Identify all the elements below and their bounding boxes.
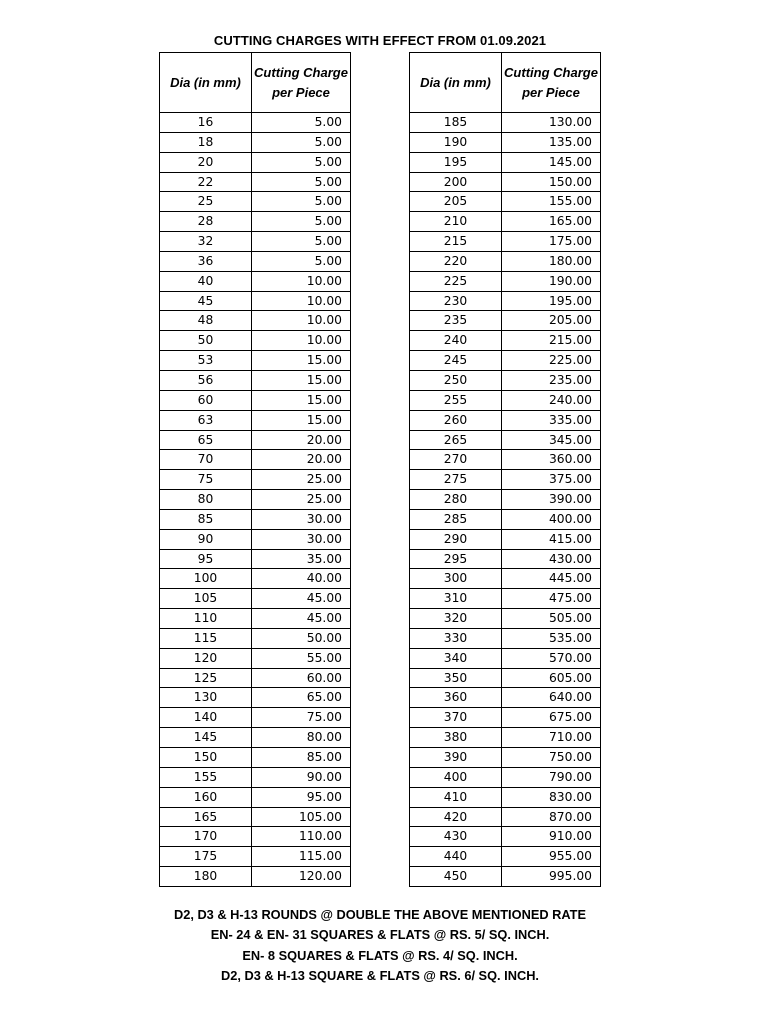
dia-cell: 170 (160, 827, 252, 847)
charge-cell: 15.00 (252, 410, 351, 430)
dia-cell: 310 (410, 589, 502, 609)
charge-cell: 120.00 (252, 867, 351, 887)
charge-cell: 475.00 (502, 589, 601, 609)
dia-cell: 450 (410, 867, 502, 887)
charge-cell: 115.00 (252, 847, 351, 867)
dia-cell: 90 (160, 529, 252, 549)
table-row (160, 807, 351, 827)
table-row (410, 767, 601, 787)
table-row (160, 390, 351, 410)
table-row (410, 827, 601, 847)
dia-cell: 200 (410, 172, 502, 192)
dia-cell: 225 (410, 271, 502, 291)
table-row (160, 589, 351, 609)
dia-cell: 400 (410, 767, 502, 787)
charge-cell: 5.00 (252, 152, 351, 172)
dia-cell: 28 (160, 212, 252, 232)
table-row (160, 509, 351, 529)
table-row (410, 271, 601, 291)
table-row (160, 113, 351, 133)
table-row (160, 490, 351, 510)
dia-cell: 420 (410, 807, 502, 827)
table-row (160, 232, 351, 252)
table-row (410, 668, 601, 688)
charge-cell: 710.00 (502, 728, 601, 748)
dia-cell: 40 (160, 271, 252, 291)
charge-cell: 215.00 (502, 331, 601, 351)
dia-cell: 280 (410, 490, 502, 510)
charge-cell: 790.00 (502, 767, 601, 787)
charge-cell: 50.00 (252, 628, 351, 648)
charge-cell: 400.00 (502, 509, 601, 529)
dia-cell: 50 (160, 331, 252, 351)
table-row (410, 609, 601, 629)
dia-cell: 250 (410, 370, 502, 390)
charge-cell: 30.00 (252, 509, 351, 529)
charge-cell: 175.00 (502, 232, 601, 252)
table-row (410, 172, 601, 192)
dia-cell: 220 (410, 251, 502, 271)
table-row (410, 490, 601, 510)
dia-cell: 22 (160, 172, 252, 192)
dia-cell: 380 (410, 728, 502, 748)
dia-cell: 25 (160, 192, 252, 212)
dia-cell: 155 (160, 767, 252, 787)
charge-cell: 430.00 (502, 549, 601, 569)
header-cutting-charge: Cutting Charge per Piece (252, 53, 351, 113)
dia-cell: 60 (160, 390, 252, 410)
charge-cell: 155.00 (502, 192, 601, 212)
table-row (160, 331, 351, 351)
table-row (160, 351, 351, 371)
note-line: EN- 24 & EN- 31 SQUARES & FLATS @ RS. 5/ SQ. INCH. (210, 927, 550, 943)
page-title: CUTTING CHARGES WITH EFFECT FROM 01.09.2021 (213, 33, 547, 48)
table-row (160, 132, 351, 152)
dia-cell: 140 (160, 708, 252, 728)
table-row (410, 867, 601, 887)
dia-cell: 48 (160, 311, 252, 331)
cutting-charges-table-right (409, 52, 601, 887)
dia-cell: 430 (410, 827, 502, 847)
table-header-row (160, 53, 351, 113)
table-row (160, 668, 351, 688)
table-row (160, 370, 351, 390)
charge-cell: 80.00 (252, 728, 351, 748)
charge-cell: 15.00 (252, 351, 351, 371)
dia-cell: 45 (160, 291, 252, 311)
charge-cell: 20.00 (252, 450, 351, 470)
dia-cell: 95 (160, 549, 252, 569)
charge-cell: 35.00 (252, 549, 351, 569)
table-row (410, 688, 601, 708)
table-row (410, 787, 601, 807)
table-row (160, 291, 351, 311)
dia-cell: 265 (410, 430, 502, 450)
charge-cell: 15.00 (252, 370, 351, 390)
dia-cell: 53 (160, 351, 252, 371)
dia-cell: 350 (410, 668, 502, 688)
dia-cell: 390 (410, 748, 502, 768)
charge-cell: 240.00 (502, 390, 601, 410)
charge-cell: 90.00 (252, 767, 351, 787)
dia-cell: 63 (160, 410, 252, 430)
charge-cell: 345.00 (502, 430, 601, 450)
dia-cell: 320 (410, 609, 502, 629)
charge-cell: 105.00 (252, 807, 351, 827)
dia-cell: 80 (160, 490, 252, 510)
charge-cell: 25.00 (252, 470, 351, 490)
table-row (160, 688, 351, 708)
table-row (410, 728, 601, 748)
header-cutting-charge: Cutting Charge per Piece (502, 53, 601, 113)
charge-cell: 5.00 (252, 212, 351, 232)
dia-cell: 145 (160, 728, 252, 748)
dia-cell: 235 (410, 311, 502, 331)
table-row (410, 430, 601, 450)
charge-cell: 130.00 (502, 113, 601, 133)
dia-cell: 330 (410, 628, 502, 648)
charge-cell: 40.00 (252, 569, 351, 589)
table-row (410, 251, 601, 271)
dia-cell: 360 (410, 688, 502, 708)
charge-cell: 5.00 (252, 172, 351, 192)
dia-cell: 270 (410, 450, 502, 470)
charge-cell: 5.00 (252, 192, 351, 212)
charge-cell: 30.00 (252, 529, 351, 549)
charge-cell: 445.00 (502, 569, 601, 589)
dia-cell: 410 (410, 787, 502, 807)
dia-cell: 240 (410, 331, 502, 351)
charge-cell: 45.00 (252, 609, 351, 629)
dia-cell: 260 (410, 410, 502, 430)
dia-cell: 165 (160, 807, 252, 827)
table-row (160, 569, 351, 589)
table-row (160, 847, 351, 867)
charge-cell: 375.00 (502, 470, 601, 490)
table-row (410, 291, 601, 311)
dia-cell: 120 (160, 648, 252, 668)
dia-cell: 125 (160, 668, 252, 688)
dia-cell: 70 (160, 450, 252, 470)
charge-cell: 145.00 (502, 152, 601, 172)
dia-cell: 56 (160, 370, 252, 390)
charge-cell: 5.00 (252, 251, 351, 271)
table-row (410, 331, 601, 351)
table-row (410, 351, 601, 371)
table-row (160, 867, 351, 887)
dia-cell: 16 (160, 113, 252, 133)
dia-cell: 205 (410, 192, 502, 212)
charge-cell: 10.00 (252, 311, 351, 331)
table-row (410, 132, 601, 152)
dia-cell: 115 (160, 628, 252, 648)
charge-cell: 235.00 (502, 370, 601, 390)
charge-cell: 910.00 (502, 827, 601, 847)
table-row (410, 648, 601, 668)
dia-cell: 215 (410, 232, 502, 252)
dia-cell: 230 (410, 291, 502, 311)
note-line: D2, D3 & H-13 SQUARE & FLATS @ RS. 6/ SQ. INCH. (221, 967, 539, 983)
dia-cell: 300 (410, 569, 502, 589)
table-row (410, 549, 601, 569)
dia-cell: 18 (160, 132, 252, 152)
table-row (410, 152, 601, 172)
table-row (160, 827, 351, 847)
rate-notes (100, 905, 660, 986)
dia-cell: 32 (160, 232, 252, 252)
charge-cell: 675.00 (502, 708, 601, 728)
charge-cell: 65.00 (252, 688, 351, 708)
charge-cell: 15.00 (252, 390, 351, 410)
charge-cell: 5.00 (252, 113, 351, 133)
table-row (160, 430, 351, 450)
charge-cell: 135.00 (502, 132, 601, 152)
table-row (410, 410, 601, 430)
cutting-charges-table-left (159, 52, 351, 887)
charge-cell: 75.00 (252, 708, 351, 728)
table-row (160, 767, 351, 787)
table-row (410, 370, 601, 390)
dia-cell: 130 (160, 688, 252, 708)
charge-cell: 10.00 (252, 271, 351, 291)
table-row (410, 569, 601, 589)
charge-cell: 110.00 (252, 827, 351, 847)
charge-cell: 45.00 (252, 589, 351, 609)
table-row (410, 232, 601, 252)
charge-cell: 955.00 (502, 847, 601, 867)
table-row (410, 847, 601, 867)
table-row (410, 529, 601, 549)
table-header-row (410, 53, 601, 113)
dia-cell: 85 (160, 509, 252, 529)
table-row (410, 470, 601, 490)
dia-cell: 295 (410, 549, 502, 569)
table-row (410, 589, 601, 609)
table-row (160, 311, 351, 331)
charge-cell: 570.00 (502, 648, 601, 668)
charge-cell: 25.00 (252, 490, 351, 510)
charge-cell: 5.00 (252, 132, 351, 152)
charge-cell: 640.00 (502, 688, 601, 708)
charge-cell: 5.00 (252, 232, 351, 252)
dia-cell: 180 (160, 867, 252, 887)
dia-cell: 290 (410, 529, 502, 549)
charge-cell: 165.00 (502, 212, 601, 232)
table-row (160, 271, 351, 291)
table-row (410, 311, 601, 331)
charge-cell: 60.00 (252, 668, 351, 688)
header-dia: Dia (in mm) (410, 53, 502, 113)
table-row (410, 212, 601, 232)
table-row (160, 787, 351, 807)
table-row (160, 648, 351, 668)
charge-cell: 95.00 (252, 787, 351, 807)
charge-cell: 190.00 (502, 271, 601, 291)
table-row (160, 728, 351, 748)
table-row (410, 807, 601, 827)
dia-cell: 150 (160, 748, 252, 768)
table-row (160, 172, 351, 192)
charge-cell: 870.00 (502, 807, 601, 827)
dia-cell: 275 (410, 470, 502, 490)
table-row (410, 450, 601, 470)
table-row (160, 628, 351, 648)
charge-cell: 415.00 (502, 529, 601, 549)
table-row (160, 152, 351, 172)
charge-cell: 20.00 (252, 430, 351, 450)
note-line: EN- 8 SQUARES & FLATS @ RS. 4/ SQ. INCH. (242, 947, 518, 963)
dia-cell: 210 (410, 212, 502, 232)
table-row (160, 192, 351, 212)
table-row (160, 410, 351, 430)
dia-cell: 36 (160, 251, 252, 271)
dia-cell: 255 (410, 390, 502, 410)
table-row (160, 212, 351, 232)
table-row (160, 748, 351, 768)
charge-cell: 995.00 (502, 867, 601, 887)
dia-cell: 75 (160, 470, 252, 490)
note-line: D2, D3 & H-13 ROUNDS @ DOUBLE THE ABOVE MENTIONED RATE (173, 907, 587, 922)
charge-cell: 150.00 (502, 172, 601, 192)
table-row (410, 628, 601, 648)
table-row (160, 549, 351, 569)
charge-cell: 605.00 (502, 668, 601, 688)
table-row (410, 748, 601, 768)
dia-cell: 110 (160, 609, 252, 629)
dia-cell: 285 (410, 509, 502, 529)
charge-cell: 205.00 (502, 311, 601, 331)
table-row (160, 450, 351, 470)
dia-cell: 185 (410, 113, 502, 133)
dia-cell: 105 (160, 589, 252, 609)
table-row (410, 509, 601, 529)
dia-cell: 175 (160, 847, 252, 867)
charge-cell: 10.00 (252, 331, 351, 351)
table-row (410, 390, 601, 410)
dia-cell: 245 (410, 351, 502, 371)
dia-cell: 370 (410, 708, 502, 728)
table-row (160, 529, 351, 549)
table-row (410, 708, 601, 728)
dia-cell: 190 (410, 132, 502, 152)
table-row (160, 609, 351, 629)
dia-cell: 65 (160, 430, 252, 450)
dia-cell: 195 (410, 152, 502, 172)
dia-cell: 160 (160, 787, 252, 807)
dia-cell: 440 (410, 847, 502, 867)
charge-cell: 55.00 (252, 648, 351, 668)
table-row (410, 113, 601, 133)
header-dia: Dia (in mm) (160, 53, 252, 113)
table-row (160, 251, 351, 271)
table-row (410, 192, 601, 212)
charge-cell: 505.00 (502, 609, 601, 629)
charge-cell: 390.00 (502, 490, 601, 510)
dia-cell: 340 (410, 648, 502, 668)
charge-cell: 225.00 (502, 351, 601, 371)
charge-cell: 335.00 (502, 410, 601, 430)
charge-cell: 195.00 (502, 291, 601, 311)
table-row (160, 470, 351, 490)
charge-cell: 85.00 (252, 748, 351, 768)
charge-cell: 360.00 (502, 450, 601, 470)
charge-cell: 830.00 (502, 787, 601, 807)
charge-cell: 180.00 (502, 251, 601, 271)
charge-cell: 10.00 (252, 291, 351, 311)
table-row (160, 708, 351, 728)
charge-cell: 535.00 (502, 628, 601, 648)
dia-cell: 20 (160, 152, 252, 172)
charge-cell: 750.00 (502, 748, 601, 768)
dia-cell: 100 (160, 569, 252, 589)
